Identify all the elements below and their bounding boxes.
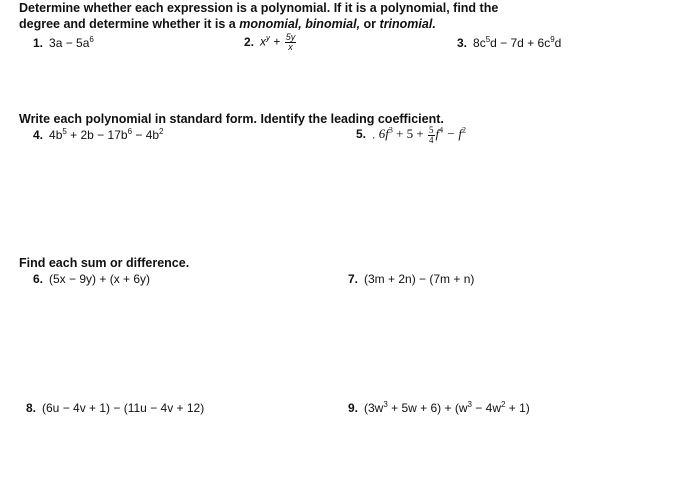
problem-3-exp2: 9 <box>550 35 555 44</box>
problem-3-term3: d <box>554 36 562 50</box>
problem-2 <box>244 33 297 52</box>
instruction-line2-terms: monomial, binomial, <box>239 17 361 31</box>
problem-1-exponent: 6 <box>89 35 94 44</box>
problem-5-exp3: 4 <box>439 126 444 136</box>
problem-6-number: 6. <box>33 272 44 286</box>
problem-4 <box>33 127 164 143</box>
problem-5-dot: . <box>372 127 376 142</box>
instruction-polynomial-line2 <box>19 16 436 33</box>
problem-6 <box>33 271 150 287</box>
problem-5-number: 5. <box>356 127 367 142</box>
instruction-line2-start: degree and determine whether it is a <box>19 17 236 31</box>
problem-2-number: 2. <box>244 34 255 49</box>
problem-9-term3: − 4w <box>471 401 501 415</box>
problem-3-term2: d − 7d + 6c <box>490 36 551 50</box>
problem-8 <box>26 400 204 416</box>
instruction-standard-form: Write each polynomial in standard form. Identify the leading coefficient. <box>19 112 444 126</box>
problem-5-exp1: 3 <box>388 126 393 136</box>
problem-5 <box>356 126 466 145</box>
problem-9-exp1: 3 <box>383 400 388 409</box>
problem-1-number: 1. <box>33 36 44 50</box>
problem-9-exp3: 2 <box>500 400 506 409</box>
problem-2-plus: + <box>273 34 281 49</box>
problem-2-frac-num: 5y <box>285 32 296 42</box>
problem-3 <box>457 35 561 51</box>
problem-4-term3: − 4b <box>132 128 160 142</box>
problem-5-exp4: 2 <box>462 126 467 136</box>
problem-1 <box>33 35 94 51</box>
problem-5-term4: − f <box>443 126 463 142</box>
problem-5-frac-den: 4 <box>429 135 434 145</box>
problem-4-exp3: 2 <box>159 127 164 136</box>
problem-4-term2: + 2b − 17b <box>66 128 128 142</box>
instruction-sum-difference: Find each sum or difference. <box>19 256 190 270</box>
problem-4-term1: 4b <box>49 128 63 142</box>
problem-2-base: x <box>260 34 267 49</box>
problem-9-exp2: 3 <box>467 400 472 409</box>
problem-6-expr: (5x − 9y) + (x + 6y) <box>49 272 151 286</box>
problem-9 <box>348 400 530 416</box>
problem-5-term2: + 5 + <box>392 126 424 142</box>
problem-4-exp1: 5 <box>62 127 67 136</box>
problem-8-expr: (6u − 4v + 1) − (11u − 4v + 12) <box>42 401 205 415</box>
instruction-line2-or: or <box>363 17 377 31</box>
problem-9-term1: (3w <box>364 401 384 415</box>
problem-5-term3: f <box>435 126 440 142</box>
problem-7 <box>348 271 474 287</box>
problem-5-frac-num: 5 <box>429 125 434 135</box>
problem-3-number: 3. <box>457 36 468 50</box>
problem-9-term2: + 5w + 6) + (w <box>387 401 468 415</box>
problem-2-fraction <box>285 33 297 52</box>
problem-5-term1: 6f <box>378 126 389 142</box>
problem-9-number: 9. <box>348 401 359 415</box>
problem-4-number: 4. <box>33 128 44 142</box>
problem-1-expr: 3a − 5a <box>49 36 90 50</box>
problem-4-exp2: 6 <box>127 127 133 136</box>
problem-7-number: 7. <box>348 272 359 286</box>
problem-8-number: 8. <box>26 401 37 415</box>
problem-5-fraction <box>428 126 435 145</box>
problem-9-term4: + 1) <box>505 401 530 415</box>
instruction-polynomial-line1: Determine whether each expression is a polynomial. If it is a polynomial, find the <box>19 1 499 15</box>
instruction-line2-end: trinomial. <box>379 17 436 31</box>
problem-3-term1: 8c <box>473 36 486 50</box>
problem-2-exponent: y <box>266 33 271 43</box>
problem-2-frac-den: x <box>288 42 293 52</box>
problem-3-exp1: 5 <box>485 35 491 44</box>
problem-7-expr: (3m + 2n) − (7m + n) <box>364 272 475 286</box>
